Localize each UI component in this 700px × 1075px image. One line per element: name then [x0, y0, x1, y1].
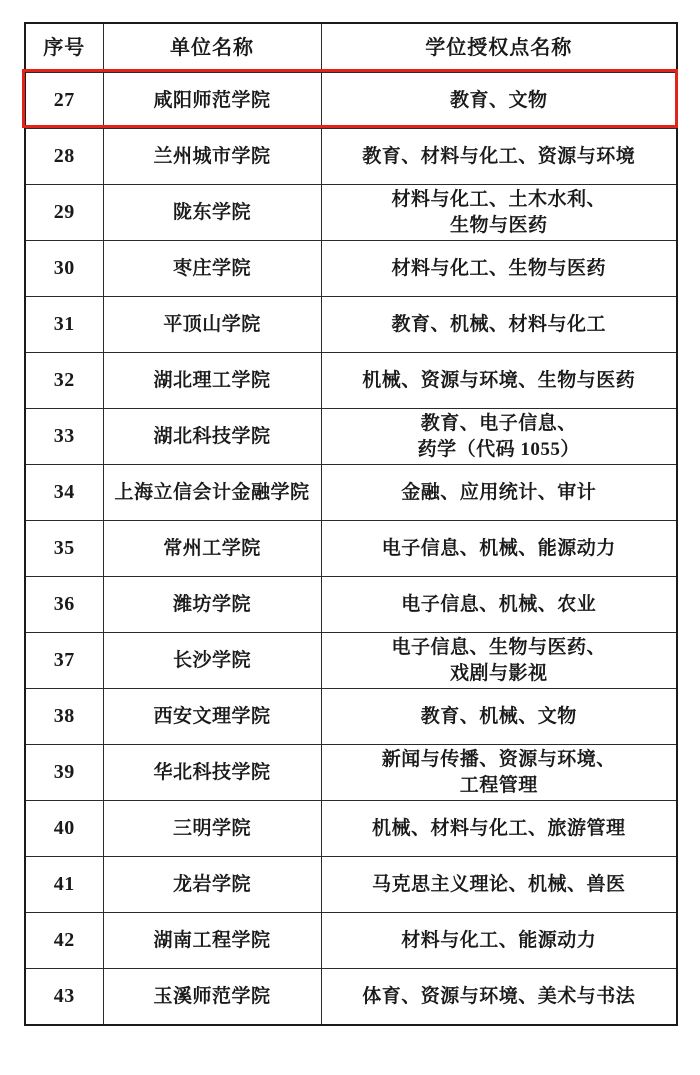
table-row	[25, 465, 677, 521]
degree-line: 体育、资源与环境、美术与书法	[362, 985, 636, 1007]
table-header	[25, 23, 677, 73]
cell-organization: 陇东学院	[103, 185, 321, 241]
cell-degree	[321, 185, 677, 241]
degree-line: 电子信息、生物与医药、	[391, 636, 606, 658]
cell-number: 33	[25, 409, 103, 465]
cell-number: 42	[25, 913, 103, 969]
degree-line: 新闻与传播、资源与环境、	[381, 748, 616, 770]
cell-number: 29	[25, 185, 103, 241]
cell-degree	[321, 745, 677, 801]
cell-number: 35	[25, 521, 103, 577]
cell-organization: 湖北理工学院	[103, 353, 321, 409]
cell-organization: 西安文理学院	[103, 689, 321, 745]
cell-organization: 华北科技学院	[103, 745, 321, 801]
degree-line: 教育、机械、文物	[420, 705, 577, 727]
cell-degree	[321, 969, 677, 1026]
degree-line: 材料与化工、能源动力	[401, 929, 597, 951]
cell-degree	[321, 465, 677, 521]
table-row	[25, 689, 677, 745]
degree-line: 机械、资源与环境、生物与医药	[362, 369, 636, 391]
degree-line: 教育、材料与化工、资源与环境	[362, 145, 636, 167]
degree-line: 金融、应用统计、审计	[401, 481, 597, 503]
column-header-organization: 单位名称	[103, 23, 321, 73]
degree-authorization-table	[24, 22, 678, 1026]
table-row	[25, 409, 677, 465]
cell-degree	[321, 297, 677, 353]
degree-line: 马克思主义理论、机械、兽医	[371, 873, 626, 895]
column-header-degree: 学位授权点名称	[321, 23, 677, 73]
cell-degree	[321, 801, 677, 857]
degree-line: 教育、电子信息、	[420, 412, 577, 434]
degree-line: 电子信息、机械、农业	[401, 593, 597, 615]
cell-degree	[321, 913, 677, 969]
cell-organization: 上海立信会计金融学院	[103, 465, 321, 521]
table-row	[25, 241, 677, 297]
table-row	[25, 633, 677, 689]
cell-organization: 常州工学院	[103, 521, 321, 577]
degree-line: 戏剧与影视	[449, 662, 548, 684]
table-body	[25, 73, 677, 1026]
cell-number: 37	[25, 633, 103, 689]
table-row	[25, 353, 677, 409]
degree-line: 机械、材料与化工、旅游管理	[371, 817, 626, 839]
cell-degree	[321, 73, 677, 129]
cell-degree	[321, 857, 677, 913]
cell-degree	[321, 353, 677, 409]
table-row	[25, 521, 677, 577]
table-row	[25, 969, 677, 1026]
cell-number: 30	[25, 241, 103, 297]
cell-organization: 潍坊学院	[103, 577, 321, 633]
cell-degree	[321, 129, 677, 185]
cell-degree	[321, 689, 677, 745]
table-row	[25, 185, 677, 241]
column-header-number: 序号	[25, 23, 103, 73]
degree-line: 教育、机械、材料与化工	[391, 313, 606, 335]
table-header-row	[25, 23, 677, 73]
cell-number: 34	[25, 465, 103, 521]
cell-organization: 湖北科技学院	[103, 409, 321, 465]
degree-line: 电子信息、机械、能源动力	[381, 537, 616, 559]
cell-degree	[321, 577, 677, 633]
cell-number: 38	[25, 689, 103, 745]
cell-organization: 玉溪师范学院	[103, 969, 321, 1026]
degree-line: 教育、文物	[449, 89, 548, 111]
cell-number: 32	[25, 353, 103, 409]
cell-organization: 兰州城市学院	[103, 129, 321, 185]
table-row	[25, 857, 677, 913]
cell-number: 41	[25, 857, 103, 913]
table-row	[25, 297, 677, 353]
degree-line: 药学（代码 1055）	[417, 438, 580, 460]
cell-organization: 长沙学院	[103, 633, 321, 689]
cell-number: 40	[25, 801, 103, 857]
table-row	[25, 129, 677, 185]
table-row	[25, 73, 677, 129]
table-row	[25, 577, 677, 633]
cell-organization: 咸阳师范学院	[103, 73, 321, 129]
table-row	[25, 801, 677, 857]
cell-number: 39	[25, 745, 103, 801]
cell-number: 43	[25, 969, 103, 1026]
cell-number: 28	[25, 129, 103, 185]
cell-organization: 平顶山学院	[103, 297, 321, 353]
table-row	[25, 913, 677, 969]
cell-number: 31	[25, 297, 103, 353]
cell-degree	[321, 409, 677, 465]
cell-organization: 三明学院	[103, 801, 321, 857]
cell-organization: 龙岩学院	[103, 857, 321, 913]
degree-line: 材料与化工、生物与医药	[391, 257, 606, 279]
cell-organization: 湖南工程学院	[103, 913, 321, 969]
cell-number: 36	[25, 577, 103, 633]
degree-line: 工程管理	[459, 774, 538, 796]
cell-degree	[321, 521, 677, 577]
cell-organization: 枣庄学院	[103, 241, 321, 297]
cell-degree	[321, 241, 677, 297]
table-row	[25, 745, 677, 801]
degree-line: 材料与化工、土木水利、	[391, 188, 606, 210]
cell-number: 27	[25, 73, 103, 129]
degree-line: 生物与医药	[449, 214, 548, 236]
cell-degree	[321, 633, 677, 689]
